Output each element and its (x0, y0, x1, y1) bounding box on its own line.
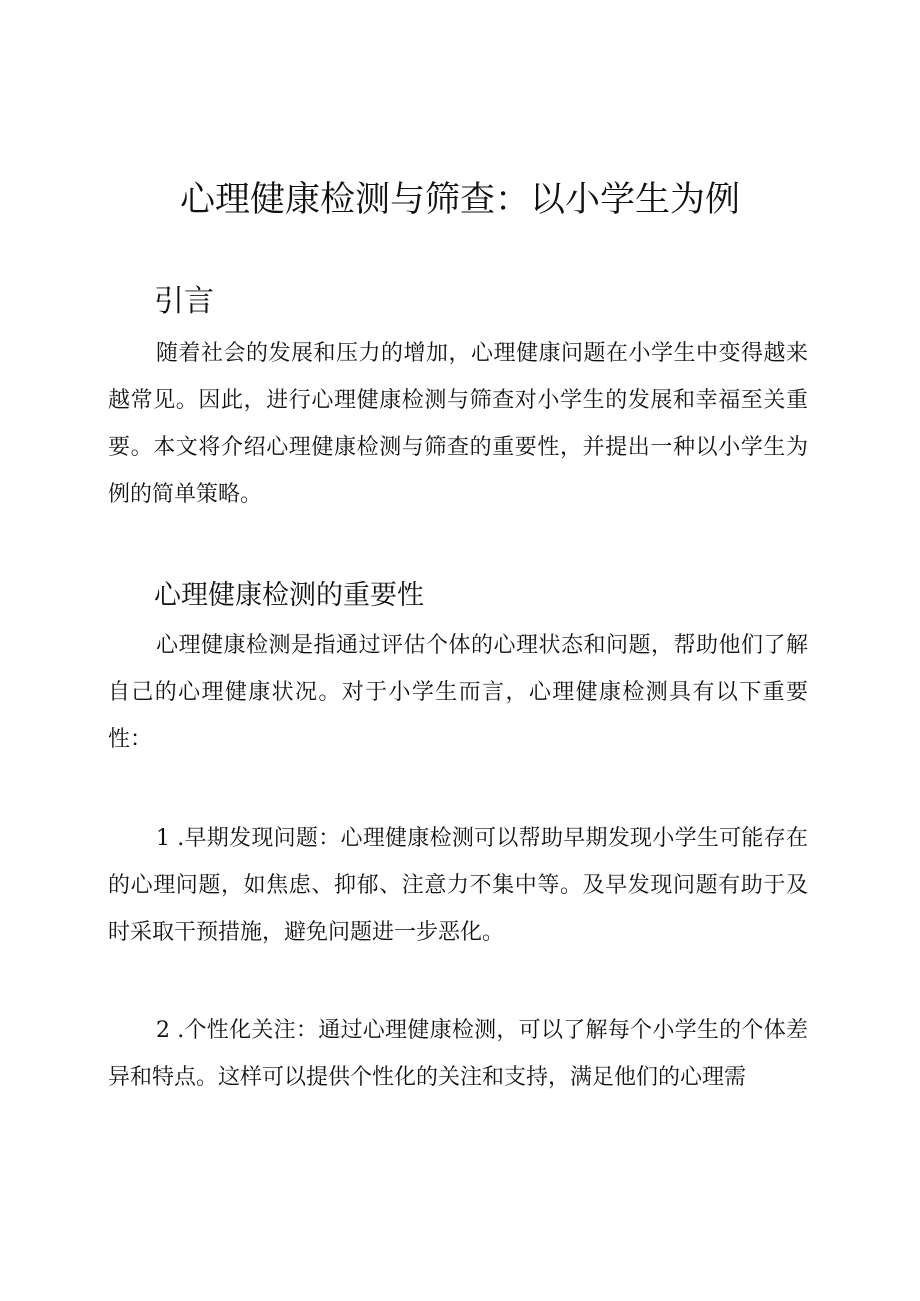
list-item-personalized-attention: 2 .个性化关注：通过心理健康检测，可以了解每个小学生的个体差异和特点。这样可以提供个性化的关注和支持，满足他们的心理需 (108, 1018, 808, 1090)
importance-paragraph: 心理健康检测是指通过评估个体的心理状态和问题，帮助他们了解自己的心理健康状况。对于小学生而言，心理健康检测具有以下重要性： (108, 633, 808, 752)
document-title: 心理健康检测与筛查：以小学生为例 (179, 180, 740, 220)
introduction-paragraph: 随着社会的发展和压力的增加，心理健康问题在小学生中变得越来越常见。因此，进行心理健康检测与筛查对小学生的发展和幸福至关重要。本文将介绍心理健康检测与筛查的重要性，并提出一种以小学生为例的简单策略。 (108, 341, 808, 507)
section-heading-introduction: 引言 (154, 284, 214, 319)
section-heading-importance: 心理健康检测的重要性 (154, 580, 424, 611)
list-item-early-detection: 1 .早期发现问题：心理健康检测可以帮助早期发现小学生可能存在的心理问题，如焦虑、抑郁、注意力不集中等。及早发现问题有助于及时采取干预措施，避免问题进一步恶化。 (108, 826, 808, 945)
